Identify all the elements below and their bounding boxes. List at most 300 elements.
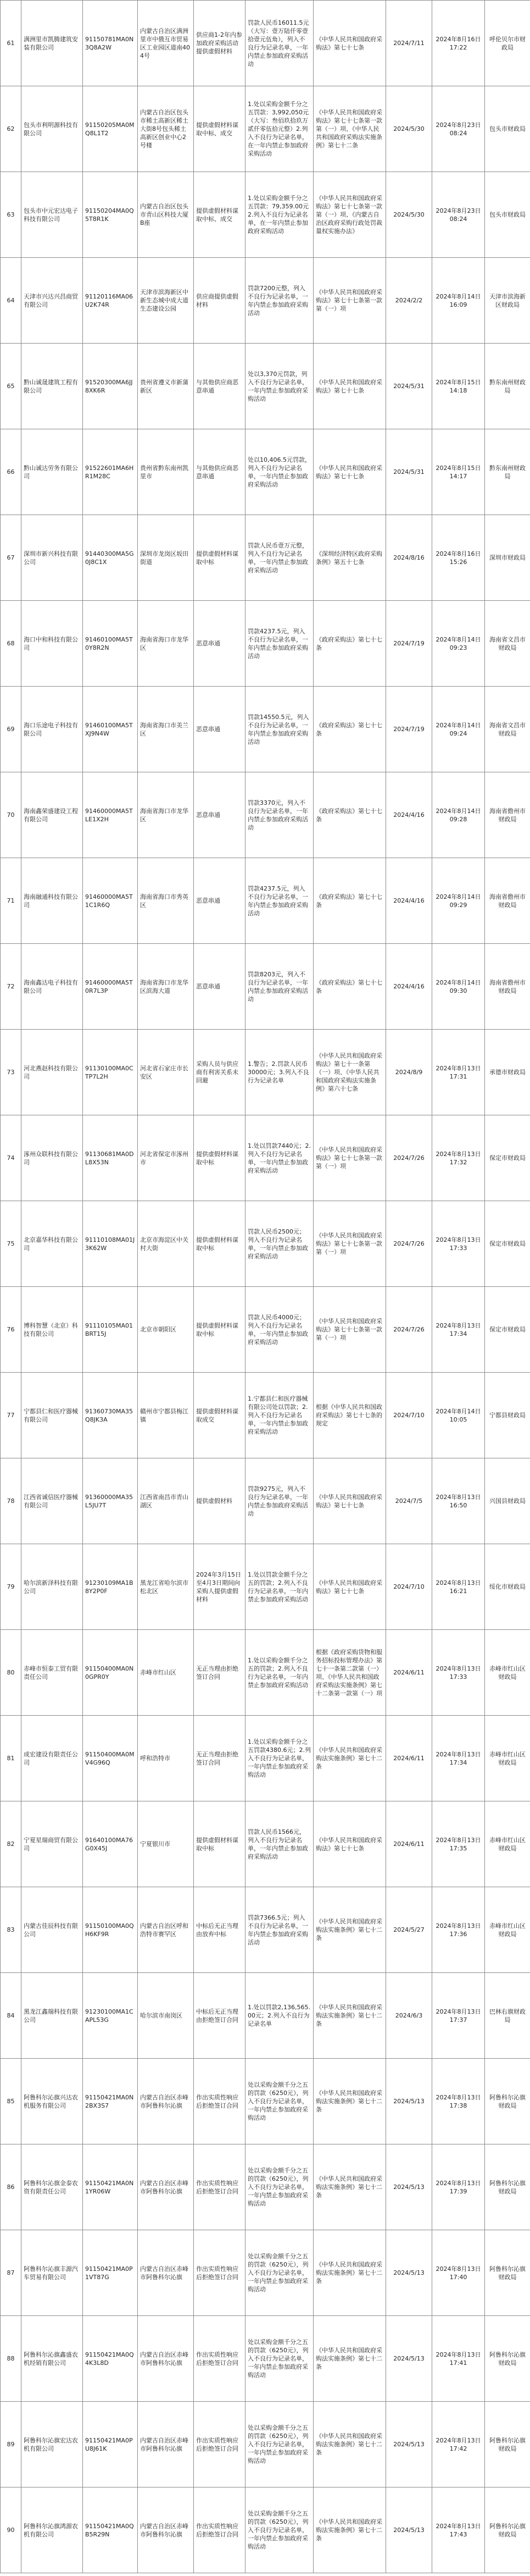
party-name: 阿鲁科尔沁旗丰源汽车贸易有限公司	[21, 2230, 83, 2316]
credit-code: 91150100MA0QH6KF9R	[83, 1887, 138, 1973]
publish-time: 2024年8月13日 17:35	[432, 1801, 485, 1887]
violation: 作出实质性响应后拒绝签订合同	[194, 2059, 246, 2144]
row-number: 74	[1, 1115, 21, 1201]
table-row	[1, 1887, 530, 1973]
publish-time: 2024年8月13日 17:36	[432, 1887, 485, 1973]
address: 北京市朝阳区	[138, 1287, 194, 1373]
penalty-authority: 阿鲁科尔沁旗财政局	[485, 2316, 530, 2402]
penalty-authority: 黔东南州财政局	[485, 429, 530, 515]
table-row	[1, 1, 530, 86]
table-row	[1, 2487, 530, 2573]
penalty-date: 2024/6/11	[386, 1801, 432, 1887]
violation: 作出实质性响应后拒绝签订合同	[194, 2487, 246, 2573]
penalty-decision: 罚款4237.5元，列入不良行为记录名单，一年内禁止参加政府采购活动	[246, 601, 314, 687]
penalty-date: 2024/5/13	[386, 2316, 432, 2402]
row-number: 81	[1, 1716, 21, 1801]
publish-time: 2024年8月13日 17:40	[432, 2230, 485, 2316]
party-name: 宁夏星瑞商贸有限公司	[21, 1801, 83, 1887]
credit-code: 91460100MA5TXJ9N4W	[83, 687, 138, 772]
party-name: 海南鑫达电子科技有限公司	[21, 944, 83, 1030]
party-name: 黔山诚晟建筑工程有限公司	[21, 344, 83, 429]
party-name: 哈尔滨新泽科技有限公司	[21, 1544, 83, 1630]
address: 宁夏银川市	[138, 1801, 194, 1887]
credit-code: 91150400MA0MV4G96Q	[83, 1716, 138, 1801]
penalty-date: 2024/5/13	[386, 2402, 432, 2487]
penalty-date: 2024/7/26	[386, 1287, 432, 1373]
row-number: 87	[1, 2230, 21, 2316]
penalty-decision: 罚款7366.5元；列入不良行为记录名单，一年内禁止参加政府采购活动	[246, 1887, 314, 1973]
party-name: 天津市兴达兴昌商贸有限公司	[21, 258, 83, 344]
table-row	[1, 687, 530, 772]
table-row	[1, 172, 530, 258]
address: 海南省海口市龙华区滨海大道	[138, 944, 194, 1030]
credit-code: 91150781MA0N3Q8A2W	[83, 1, 138, 86]
party-name: 赤峰市恒泰工贸有限责任公司	[21, 1630, 83, 1716]
party-name: 阿鲁科尔沁旗金泰农资有限责任公司	[21, 2144, 83, 2230]
violation: 提供虚假材料谋取中标、成交	[194, 86, 246, 172]
publish-time: 2024年8月14日 09:24	[432, 687, 485, 772]
penalty-decision: 1.处以采购金额千分之五罚款：3,992,050元（大写：叁佰玖拾玖万贰仟零伍拾元整）2.列入不良行为记录名单，在一年内禁止参加政府采购活动	[246, 86, 314, 172]
party-name: 博科智慧（北京）科技有限公司	[21, 1287, 83, 1373]
violation: 供应商提供虚假材料	[194, 258, 246, 344]
publish-time: 2024年8月23日 08:24	[432, 172, 485, 258]
publish-time: 2024年8月15日 14:18	[432, 344, 485, 429]
credit-code: 91150421MA0QB5R29N	[83, 2487, 138, 2573]
party-name: 深圳市新兴科技有限公司	[21, 515, 83, 601]
legal-basis: 《中华人民共和国政府采购法》第七十七条第一款第（一）项	[314, 1287, 386, 1373]
penalty-authority: 海南省儋州市财政局	[485, 944, 530, 1030]
penalty-decision: 罚款7200元整，列入不良行为记录名单，一年内禁止参加政府采购活动	[246, 258, 314, 344]
table-row	[1, 1801, 530, 1887]
penalty-decision: 1.处以罚款2,136,565.00元；2.列入不良行为记录名单	[246, 1973, 314, 2059]
violation: 作出实质性响应后拒绝签订合同	[194, 2144, 246, 2230]
penalty-authority: 赤峰市红山区财政局	[485, 1801, 530, 1887]
credit-code: 91460000MA5T1C1R6Q	[83, 858, 138, 944]
penalty-decision: 处以采购金额千分之五的罚款（6250元），列入不良行为记录名单，一年内禁止参加政府采购活动	[246, 2316, 314, 2402]
penalty-date: 2024/7/26	[386, 1201, 432, 1287]
penalty-decision: 1.处以罚款7440元；2.列入不良行为记录名单，一年内禁止参加政府采购活动	[246, 1115, 314, 1201]
party-name: 海南鑫荣盛建设工程有限公司	[21, 772, 83, 858]
publish-time: 2024年8月16日 17:22	[432, 1, 485, 86]
table-row	[1, 258, 530, 344]
address: 内蒙古自治区赤峰市阿鲁科尔沁旗	[138, 2316, 194, 2402]
address: 黑龙江省哈尔滨市松北区	[138, 1544, 194, 1630]
legal-basis: 《中华人民共和国政府采购法实施条例》第七十二条	[314, 2316, 386, 2402]
penalty-authority: 海南省文昌市财政局	[485, 601, 530, 687]
violation: 提供虚假材料谋取中标、成交	[194, 172, 246, 258]
penalty-decision: 罚款人民币2500元；列入不良行为记录名单，一年内禁止参加政府采购活动	[246, 1201, 314, 1287]
violation: 恶意串通	[194, 944, 246, 1030]
credit-code: 91120116MA06U2K74R	[83, 258, 138, 344]
violation: 与其他供应商恶意串通	[194, 344, 246, 429]
violation: 提供虚假材料谋取中标	[194, 1801, 246, 1887]
publish-time: 2024年8月13日 17:37	[432, 1973, 485, 2059]
party-name: 阿鲁科尔沁旗宏达农机有限公司	[21, 2402, 83, 2487]
address: 贵州省黔东南州凯里市	[138, 429, 194, 515]
penalty-authority: 宁都县财政局	[485, 1373, 530, 1458]
penalty-date: 2024/2/2	[386, 258, 432, 344]
publish-time: 2024年8月14日 09:29	[432, 858, 485, 944]
violation: 作出实质性响应后拒绝签订合同	[194, 2230, 246, 2316]
publish-time: 2024年8月13日 17:32	[432, 1115, 485, 1201]
table-row	[1, 858, 530, 944]
party-name: 成宏建设有限责任公司	[21, 1716, 83, 1801]
table-row	[1, 1201, 530, 1287]
publish-time: 2024年8月13日 17:33	[432, 1630, 485, 1716]
address: 海南省海口市龙华区	[138, 772, 194, 858]
penalty-date: 2024/7/19	[386, 601, 432, 687]
row-number: 80	[1, 1630, 21, 1716]
address: 内蒙古自治区赤峰市阿鲁科尔沁旗	[138, 2059, 194, 2144]
party-name: 阿鲁科尔沁旗鑫盛农机经销有限公司	[21, 2316, 83, 2402]
table-row	[1, 429, 530, 515]
row-number: 90	[1, 2487, 21, 2573]
penalty-decision: 处以采购金额千分之五的罚款（6250元），列入不良行为记录名单，一年内禁止参加政府采购活动	[246, 2059, 314, 2144]
credit-code: 91150421MA0P1VT87G	[83, 2230, 138, 2316]
party-name: 包头市利明源科技有限公司	[21, 86, 83, 172]
penalty-authority: 包头市财政局	[485, 86, 530, 172]
publish-time: 2024年8月14日 16:09	[432, 258, 485, 344]
address: 哈尔滨市南岗区	[138, 1973, 194, 2059]
publish-time: 2024年8月13日 17:34	[432, 1287, 485, 1373]
address: 深圳市龙岗区坂田街道	[138, 515, 194, 601]
legal-basis: 根据《中华人民共和国政府采购法》第七十七条的规定	[314, 1373, 386, 1458]
legal-basis: 《中华人民共和国政府采购法》第七十七条	[314, 429, 386, 515]
table-row	[1, 1458, 530, 1544]
penalty-decision: 1.处以罚款金额千分之五的罚款；2.列入不良行为记录名单，一年内禁止参加政府采购活动	[246, 1544, 314, 1630]
penalty-decision: 罚款3370元，列入不良行为记录名单，一年内禁止参加政府采购活动	[246, 772, 314, 858]
penalty-authority: 赤峰市红山区财政局	[485, 1716, 530, 1801]
row-number: 66	[1, 429, 21, 515]
table-row	[1, 2402, 530, 2487]
penalty-date: 2024/4/16	[386, 944, 432, 1030]
publish-time: 2024年8月13日 17:39	[432, 2144, 485, 2230]
legal-basis: 《中华人民共和国政府采购法》第七十七条	[314, 1801, 386, 1887]
table-row	[1, 1630, 530, 1716]
penalty-authority: 包头市财政局	[485, 172, 530, 258]
penalty-decision: 处以10,406.5元罚款，列入不良行为记录名单，一年内禁止参加政府采购活动	[246, 429, 314, 515]
legal-basis: 《中华人民共和国政府采购法》第七十七条第一款第（一）项	[314, 1201, 386, 1287]
publish-time: 2024年8月16日 15:26	[432, 515, 485, 601]
penalty-authority: 巴林右旗财政局	[485, 1973, 530, 2059]
party-name: 涿州众联科技有限公司	[21, 1115, 83, 1201]
legal-basis: 《中华人民共和国政府采购法》第七十七条第一款第（一）项	[314, 1115, 386, 1201]
publish-time: 2024年8月15日 14:17	[432, 429, 485, 515]
address: 内蒙古自治区满洲里市中俄互市贸易区工业园区道南404号	[138, 1, 194, 86]
violation: 中标后无正当理由放弃中标	[194, 1887, 246, 1973]
address: 赣州市宁都县梅江镇	[138, 1373, 194, 1458]
credit-code: 91110108MA01J3K62W	[83, 1201, 138, 1287]
penalty-authority: 阿鲁科尔沁旗财政局	[485, 2402, 530, 2487]
publish-time: 2024年8月13日 16:50	[432, 1458, 485, 1544]
legal-basis: 《政府采购法》第七十七条	[314, 858, 386, 944]
violation: 恶意串通	[194, 772, 246, 858]
publish-time: 2024年8月13日 17:41	[432, 2316, 485, 2402]
penalty-decision: 罚款人民币壹万元整，列入不良行为记录名单，一年内禁止参加政府采购活动	[246, 515, 314, 601]
legal-basis: 《中华人民共和国政府采购法实施条例》第七十二条	[314, 1887, 386, 1973]
penalty-decision: 处以3,370元罚款，列入不良行为记录名单，一年内禁止参加政府采购活动	[246, 344, 314, 429]
legal-basis: 《中华人民共和国政府采购法实施条例》第七十二条	[314, 2487, 386, 2573]
penalty-authority: 阿鲁科尔沁旗财政局	[485, 2059, 530, 2144]
party-name: 阿鲁科尔沁旗兴达农机服务有限公司	[21, 2059, 83, 2144]
credit-code: 91150204MA0Q5T8R1K	[83, 172, 138, 258]
row-number: 67	[1, 515, 21, 601]
row-number: 78	[1, 1458, 21, 1544]
penalty-date: 2024/5/13	[386, 2059, 432, 2144]
table-row	[1, 1544, 530, 1630]
penalty-date: 2024/8/9	[386, 1030, 432, 1115]
penalty-decision: 处以采购金额千分之五的罚款（6250元），列入不良行为记录名单，一年内禁止参加政府采购活动	[246, 2402, 314, 2487]
table-row	[1, 86, 530, 172]
penalty-date: 2024/5/13	[386, 2487, 432, 2573]
legal-basis: 《中华人民共和国政府采购法》第七十七条第一款第（一）项、《中华人民共和国政府采购法实施条例》第七十二条	[314, 86, 386, 172]
penalty-date: 2024/5/13	[386, 2230, 432, 2316]
penalty-decision: 处以采购金额千分之五的罚款（6250元），列入不良行为记录名单，一年内禁止参加政府采购活动	[246, 2144, 314, 2230]
penalty-authority: 保定市财政局	[485, 1115, 530, 1201]
penalty-decision: 罚款8203元，列入不良行为记录名单，一年内禁止参加政府采购活动	[246, 944, 314, 1030]
penalty-date: 2024/7/19	[386, 687, 432, 772]
legal-basis: 《政府采购法》第七十七条	[314, 601, 386, 687]
legal-basis: 《中华人民共和国政府采购法实施条例》第七十二条	[314, 2059, 386, 2144]
party-name: 黑龙江鑫瑞科技有限公司	[21, 1973, 83, 2059]
credit-code: 91520300MA6JJ8XK6R	[83, 344, 138, 429]
party-name: 黔山诚达劳务有限公司	[21, 429, 83, 515]
row-number: 61	[1, 1, 21, 86]
penalty-decision: 罚款人民币16011.5元（大写：壹万陆仟零壹拾壹元伍角），列入不良行为记录名单，一年内禁止参加政府采购活动	[246, 1, 314, 86]
credit-code: 91150421MA0N1YR06W	[83, 2144, 138, 2230]
row-number: 64	[1, 258, 21, 344]
address: 江西省南昌市青山湖区	[138, 1458, 194, 1544]
party-name: 海南融通科技有限公司	[21, 858, 83, 944]
penalty-authority: 赤峰市红山区财政局	[485, 1887, 530, 1973]
publish-time: 2024年8月23日 08:24	[432, 86, 485, 172]
penalty-decision: 罚款人民币4000元；列入不良行为记录名单，一年内禁止参加政府采购活动	[246, 1287, 314, 1373]
address: 河北省石家庄市长安区	[138, 1030, 194, 1115]
credit-code: 91150421MA0N2BX3S7	[83, 2059, 138, 2144]
violation: 恶意串通	[194, 687, 246, 772]
violation: 提供虚假材料谋取中标	[194, 1201, 246, 1287]
penalty-decision: 罚款14550.5元，列入不良行为记录名单，一年内禁止参加政府采购活动	[246, 687, 314, 772]
penalty-authority: 保定市财政局	[485, 1287, 530, 1373]
address: 呼和浩特市	[138, 1716, 194, 1801]
publish-time: 2024年8月13日 17:38	[432, 2059, 485, 2144]
penalty-date: 2024/7/11	[386, 1, 432, 86]
legal-basis: 《中华人民共和国政府采购法》第七十七条	[314, 1, 386, 86]
table-row	[1, 944, 530, 1030]
party-name: 宁都县仁和医疗器械有限公司	[21, 1373, 83, 1458]
legal-basis: 《中华人民共和国政府采购法》第七十七条第一款第（一）项	[314, 258, 386, 344]
address: 海南省海口市龙华区	[138, 601, 194, 687]
penalty-date: 2024/8/16	[386, 515, 432, 601]
legal-basis: 《政府采购法》第七十七条	[314, 772, 386, 858]
address: 贵州省遵义市新蒲新区	[138, 344, 194, 429]
table-row	[1, 1716, 530, 1801]
row-number: 89	[1, 2402, 21, 2487]
violation: 作出实质性响应后拒绝签订合同	[194, 2402, 246, 2487]
party-name: 内蒙古佳辰科技有限公司	[21, 1887, 83, 1973]
violation: 供应商1-2年内参加政府采购活动提供虚假材料	[194, 1, 246, 86]
violation: 无正当理由拒绝签订合同	[194, 1716, 246, 1801]
legal-basis: 《中华人民共和国政府采购法》第七十七条	[314, 1458, 386, 1544]
credit-code: 91360000MA35L5JU7T	[83, 1458, 138, 1544]
table-row	[1, 344, 530, 429]
address: 天津市滨海新区中新生态城中成大道生态建设公园	[138, 258, 194, 344]
row-number: 83	[1, 1887, 21, 1973]
violation: 提供虚假材料谋取中标	[194, 1115, 246, 1201]
penalty-date: 2024/6/11	[386, 1630, 432, 1716]
violation: 作出实质性响应后拒绝签订合同	[194, 2316, 246, 2402]
publish-time: 2024年8月13日 17:31	[432, 1030, 485, 1115]
credit-code: 91640100MA76G0X45J	[83, 1801, 138, 1887]
address: 海南省海口市美兰区	[138, 687, 194, 772]
row-number: 65	[1, 344, 21, 429]
violation: 恶意串通	[194, 601, 246, 687]
penalty-authority: 兴国县财政局	[485, 1458, 530, 1544]
penalty-date: 2024/7/10	[386, 1373, 432, 1458]
credit-code: 91460000MA5T0R7L3P	[83, 944, 138, 1030]
publish-time: 2024年8月13日 17:42	[432, 2402, 485, 2487]
legal-basis: 《中华人民共和国政府采购法》第七十一条第（一）项、《中华人民共和国政府采购法实施条例》第六十七条	[314, 1030, 386, 1115]
table-row	[1, 1030, 530, 1115]
legal-basis: 《中华人民共和国政府采购法》第七十七条第一款第（一）项、《内蒙古自治区政府采购行政处罚裁量权实施办法》	[314, 172, 386, 258]
penalty-date: 2024/5/30	[386, 86, 432, 172]
violation: 提供虚假材料谋取中标	[194, 1287, 246, 1373]
row-number: 85	[1, 2059, 21, 2144]
penalty-decision: 处以采购金额千分之五的罚款（6250元），列入不良行为记录名单，一年内禁止参加政府采购活动	[246, 2487, 314, 2573]
penalty-date: 2024/4/16	[386, 858, 432, 944]
publish-time: 2024年8月14日 09:28	[432, 772, 485, 858]
violation: 恶意串通	[194, 858, 246, 944]
penalty-decision: 罚款人民币1566元，列入不良行为记录名单，一年内禁止参加政府采购活动	[246, 1801, 314, 1887]
row-number: 82	[1, 1801, 21, 1887]
penalty-date: 2024/7/10	[386, 1544, 432, 1630]
address: 内蒙古自治区赤峰市阿鲁科尔沁旗	[138, 2144, 194, 2230]
table-row	[1, 1287, 530, 1373]
credit-code: 91440300MA5G0J8C1X	[83, 515, 138, 601]
penalty-date: 2024/5/27	[386, 1887, 432, 1973]
credit-code: 91522601MA6HR1M28C	[83, 429, 138, 515]
penalty-date: 2024/4/16	[386, 772, 432, 858]
penalty-date: 2024/5/30	[386, 172, 432, 258]
row-number: 76	[1, 1287, 21, 1373]
legal-basis: 《中华人民共和国政府采购法实施条例》第七十二条	[314, 2144, 386, 2230]
row-number: 71	[1, 858, 21, 944]
row-number: 70	[1, 772, 21, 858]
credit-code: 91150205MA0MQ8L1T2	[83, 86, 138, 172]
penalty-date: 2024/5/13	[386, 2144, 432, 2230]
legal-basis: 《中华人民共和国政府采购法》第七十七条	[314, 344, 386, 429]
violation: 与其他供应商恶意串通	[194, 429, 246, 515]
party-name: 阿鲁科尔沁旗鸿源农机有限公司	[21, 2487, 83, 2573]
row-number: 79	[1, 1544, 21, 1630]
penalty-authority: 黔东南州财政局	[485, 344, 530, 429]
credit-code: 91130100MA0CTP7L2H	[83, 1030, 138, 1115]
penalty-authority: 赤峰市红山区财政局	[485, 1630, 530, 1716]
violation: 提供虚假材料谋取成交	[194, 1373, 246, 1458]
violation: 提供虚假材料	[194, 1458, 246, 1544]
credit-code: 91460100MA5T0Y8R2N	[83, 601, 138, 687]
address: 海南省海口市秀英区	[138, 858, 194, 944]
row-number: 62	[1, 86, 21, 172]
table-row	[1, 1115, 530, 1201]
credit-code: 91460000MA5TLE1X2H	[83, 772, 138, 858]
table-row	[1, 1373, 530, 1458]
address: 内蒙古自治区赤峰市阿鲁科尔沁旗	[138, 2402, 194, 2487]
penalty-authority: 绥化市财政局	[485, 1544, 530, 1630]
party-name: 海口乐途电子科技有限公司	[21, 687, 83, 772]
penalty-authority: 海南省儋州市财政局	[485, 858, 530, 944]
penalty-decision: 1.处以采购金额千分之五的罚款；2.列入不良行为记录名单，一年内禁止参加政府采购活动	[246, 1630, 314, 1716]
row-number: 72	[1, 944, 21, 1030]
table-row	[1, 2144, 530, 2230]
publish-time: 2024年8月13日 16:21	[432, 1544, 485, 1630]
party-name: 江西省诚信医疗器械有限公司	[21, 1458, 83, 1544]
address: 北京市海淀区中关村大街	[138, 1201, 194, 1287]
penalty-authority: 海南省儋州市财政局	[485, 772, 530, 858]
address: 内蒙古自治区赤峰市阿鲁科尔沁旗	[138, 2487, 194, 2573]
table-row	[1, 515, 530, 601]
table-row	[1, 2230, 530, 2316]
violation: 采购人员与供应商有利害关系未回避	[194, 1030, 246, 1115]
penalty-date: 2024/6/11	[386, 1716, 432, 1801]
party-name: 北京嘉华科技有限公司	[21, 1201, 83, 1287]
penalty-date: 2024/7/5	[386, 1458, 432, 1544]
table-row	[1, 2316, 530, 2402]
penalty-authority: 承德市财政局	[485, 1030, 530, 1115]
penalty-decision: 1.警告；2.罚款人民币30000元；3.列入不良行为记录名单	[246, 1030, 314, 1115]
penalty-authority: 阿鲁科尔沁旗财政局	[485, 2144, 530, 2230]
row-number: 84	[1, 1973, 21, 2059]
row-number: 68	[1, 601, 21, 687]
party-name: 海口中和科技有限公司	[21, 601, 83, 687]
credit-code: 91110105MA01BRT15J	[83, 1287, 138, 1373]
publish-time: 2024年8月13日 17:34	[432, 1716, 485, 1801]
address: 赤峰市红山区	[138, 1630, 194, 1716]
penalty-authority: 阿鲁科尔沁旗财政局	[485, 2487, 530, 2573]
penalty-decision: 1.处以采购金额千分之五罚款：79,359.00元2.列入不良行为记录名单，在一年内禁止参加政府采购活动	[246, 172, 314, 258]
legal-basis: 《政府采购法》第七十七条	[314, 944, 386, 1030]
violation: 无正当理由拒绝签订合同	[194, 1630, 246, 1716]
legal-basis: 《中华人民共和国政府采购法》第七十七条	[314, 1544, 386, 1630]
penalty-decision: 1.处以采购金额千分之五罚款4380.6元；2.列入不良行为记录名单，一年内禁止参加政府采购活动	[246, 1716, 314, 1801]
address: 内蒙古自治区包头市青山区科技大厦B座	[138, 172, 194, 258]
legal-basis: 《中华人民共和国政府采购法实施条例》第七十二条	[314, 2402, 386, 2487]
table-row	[1, 2059, 530, 2144]
penalty-date: 2024/6/3	[386, 1973, 432, 2059]
violation: 2024年3月15日至4月3日期间向采购人提供虚假材料	[194, 1544, 246, 1630]
table-row	[1, 772, 530, 858]
row-number: 73	[1, 1030, 21, 1115]
party-name: 河北燕赵科技有限公司	[21, 1030, 83, 1115]
publish-time: 2024年8月14日 10:05	[432, 1373, 485, 1458]
credit-code: 91150400MA0N0GPR0Y	[83, 1630, 138, 1716]
address: 内蒙古自治区呼和浩特市赛罕区	[138, 1887, 194, 1973]
legal-basis: 《中华人民共和国政府采购法实施条例》第七十二条	[314, 2230, 386, 2316]
credit-code: 91230100MA1CAPL53G	[83, 1973, 138, 2059]
row-number: 75	[1, 1201, 21, 1287]
publish-time: 2024年8月14日 09:30	[432, 944, 485, 1030]
legal-basis: 《深圳经济特区政府采购条例》第五十七条	[314, 515, 386, 601]
publish-time: 2024年8月13日 17:33	[432, 1201, 485, 1287]
table-row	[1, 1973, 530, 2059]
penalty-date: 2024/7/26	[386, 1115, 432, 1201]
penalty-date: 2024/5/31	[386, 429, 432, 515]
table-row	[1, 601, 530, 687]
penalty-authority: 海南省文昌市财政局	[485, 687, 530, 772]
row-number: 77	[1, 1373, 21, 1458]
address: 河北省保定市涿州市	[138, 1115, 194, 1201]
penalty-decision: 处以采购金额千分之五的罚款（6250元），列入不良行为记录名单，一年内禁止参加政府采购活动	[246, 2230, 314, 2316]
